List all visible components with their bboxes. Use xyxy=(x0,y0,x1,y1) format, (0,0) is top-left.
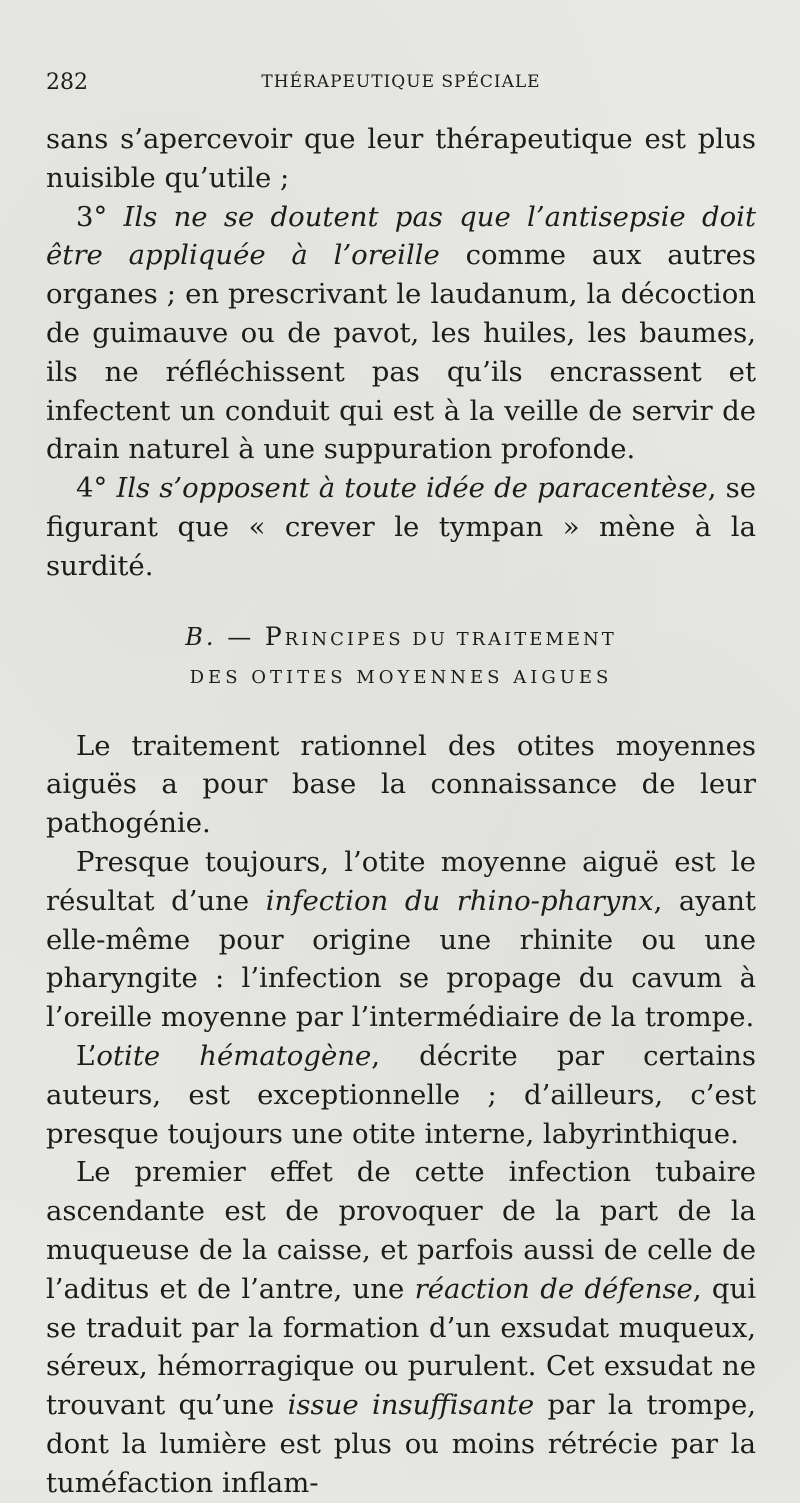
paragraph-otite-hematogene xyxy=(46,1037,756,1153)
paragraph-text: , qui se traduit par la formation d’un exsudat muqueux, séreux, hémorragique ou purulent. Cet exsudat ne trouvant qu’une xyxy=(46,1272,757,1422)
page-number: 282 xyxy=(46,70,88,95)
paragraph-text: par la trompe, dont la lumière est plus ou moins rétrécie par la tuméfaction inflam- xyxy=(46,1389,756,1499)
paragraph-text: comme aux autres organes ; en prescrivant le laudanum, la décoction de guimauve ou de pavot, les huiles, les baumes, ils ne réfléchissent pas qu’ils encrassent et infectent un conduit qui est à la veille de servir de drain naturel à une suppuration profonde. xyxy=(46,239,756,466)
italic-phrase: Ils ne se doutent pas que l’antisepsie doit être appliquée à l’oreille xyxy=(46,200,756,272)
section-heading-line-1 xyxy=(46,618,756,659)
paragraph-pathogenie xyxy=(46,727,756,843)
italic-phrase: otite hématogène xyxy=(96,1039,372,1072)
paragraph-point-3 xyxy=(46,198,756,470)
running-title: THÉRAPEUTIQUE SPÉCIALE xyxy=(261,72,541,92)
italic-phrase: issue insuffisante xyxy=(287,1389,535,1422)
paragraph-text: Presque toujours, l’otite moyenne aiguë est le résultat d’une xyxy=(46,845,756,917)
point-number: 4° xyxy=(76,472,108,505)
paragraph-text: L’ xyxy=(76,1039,97,1072)
italic-phrase: Ils s’opposent à toute idée de paracentèse xyxy=(116,472,708,505)
paragraph-text: , ayant elle-même pour origine une rhinite ou une pharyngite : l’infection se propage du cavum à l’oreille moyenne par l’intermédiaire de la trompe. xyxy=(46,884,756,1034)
point-number: 3° xyxy=(76,200,108,233)
paragraph-point-4 xyxy=(46,469,756,585)
page-header xyxy=(46,70,756,100)
paragraph-infection xyxy=(46,843,756,1037)
section-heading-line-2: DES OTITES MOYENNES AIGUES xyxy=(189,666,613,688)
paragraph-text: sans s’apercevoir que leur thérapeutique est plus nuisible qu’utile ; xyxy=(46,123,756,194)
italic-phrase: réaction de défense xyxy=(414,1272,693,1305)
italic-phrase: infection du rhino-pharynx xyxy=(265,884,654,917)
paragraph-premier-effet xyxy=(46,1153,756,1502)
paragraph-text: Le traitement rationnel des otites moyennes aiguës a pour base la connaissance de leur pathogénie. xyxy=(46,729,756,840)
paragraph-continuation xyxy=(46,120,756,198)
paragraph-text: , se figurant que « crever le tympan » mène à la surdité. xyxy=(46,472,756,582)
section-dash: — xyxy=(227,622,255,651)
paragraph-text: , décrite par certains auteurs, est exceptionnelle ; d’ailleurs, c’est presque toujours une otite interne, labyrinthique. xyxy=(46,1039,756,1150)
section-letter: B. xyxy=(185,622,217,651)
section-title-initial: P xyxy=(264,621,285,651)
paragraph-text: Le premier effet de cette infection tubaire ascendante est de provoquer de la part de la muqueuse de la caisse, et parfois aussi de celle de l’aditus et de l’antre, une xyxy=(46,1156,756,1305)
section-heading xyxy=(46,618,756,697)
section-title-rest: RINCIPES DU TRAITEMENT xyxy=(284,628,617,650)
body-text xyxy=(46,120,756,1503)
